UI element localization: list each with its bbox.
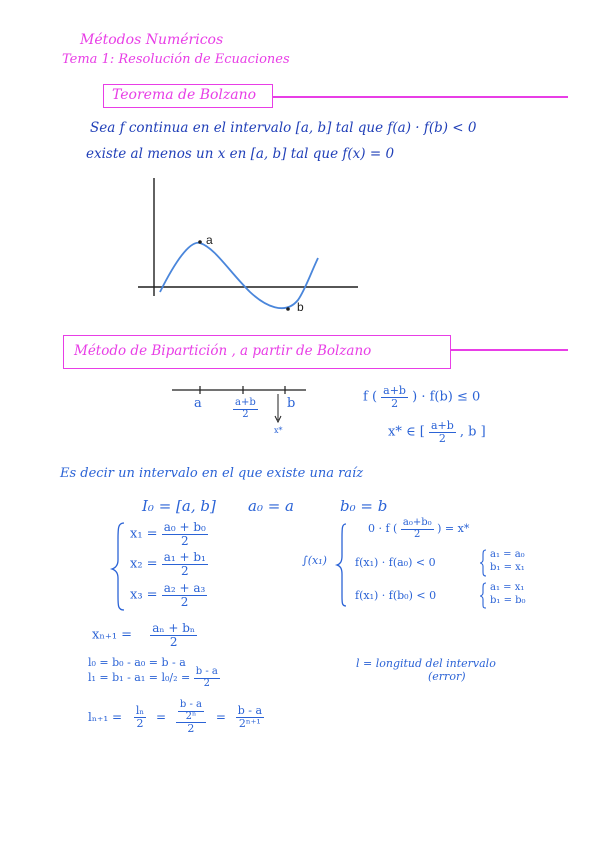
l1-num: b - a <box>195 666 218 677</box>
graph-point-b <box>286 307 290 311</box>
inclusion-expr <box>388 420 486 444</box>
incl-suffix: , b ] <box>459 424 486 440</box>
x1-lhs: x₁ = <box>130 526 158 542</box>
graph-label-b: b <box>297 300 304 314</box>
graph-label-a: a <box>206 233 213 247</box>
xn1-num: aₙ + bₙ <box>152 621 196 635</box>
bolzano-heading: Teorema de Bolzano <box>112 87 257 103</box>
sign-label: ∫(x₁) <box>302 554 327 567</box>
a0-def: a₀ = a <box>248 497 295 515</box>
case0-num: a₀+b₀ <box>402 517 432 528</box>
xstar-arrow-head <box>275 416 281 422</box>
x3-def <box>130 582 207 608</box>
bolzano-heading-rule <box>272 96 568 98</box>
case1-expr: f(x₁) · f(a₀) < 0 <box>355 556 436 569</box>
x2-def <box>130 551 208 577</box>
l1-def <box>88 667 220 689</box>
l1-den: 2 <box>203 677 210 689</box>
left-brace <box>112 523 124 610</box>
mid-num: a+b <box>235 397 256 408</box>
mid-den: 2 <box>242 408 249 420</box>
case2-expr: f(x₁) · f(b₀) < 0 <box>355 589 437 602</box>
l1-expr: l₁ = b₁ - a₁ = l₀/₂ = <box>88 671 191 684</box>
case1-result-b: b₁ = x₁ <box>490 562 525 573</box>
ln1-f3-num: b - a <box>237 704 263 718</box>
x1-def <box>130 521 208 547</box>
es-decir-text: Es decir un intervalo en el que existe una raíz <box>60 466 364 481</box>
biparticion-heading: Método de Bipartición , a partir de Bolzano <box>74 343 372 359</box>
x3-den: 2 <box>180 594 189 609</box>
case2-result-a: a₁ = x₁ <box>490 582 525 593</box>
numberline-label-xstar: x* <box>274 426 283 435</box>
bolzano-line1: Sea f continua en el intervalo [a, b] tal que f(a) · f(b) < 0 <box>90 120 477 136</box>
numberline-label-b: b <box>287 396 296 411</box>
case0-prefix: 0 · f ( <box>368 522 398 535</box>
x2-num: a₁ + b₁ <box>163 550 206 564</box>
ln1-f2-inner-den: 2ⁿ <box>185 710 197 722</box>
l-definition: l = longitud del intervalo <box>356 657 496 670</box>
incl-prefix: x* ∈ [ <box>388 424 425 440</box>
xn1-den: 2 <box>169 634 178 649</box>
bolzano-line2: existe al menos un x en [a, b] tal que f(x) = 0 <box>86 146 395 162</box>
ln1-f2-inner-num: b - a <box>179 699 202 710</box>
cond-suffix: ) · f(b) ≤ 0 <box>412 389 481 405</box>
graph-curve <box>160 243 318 308</box>
x2-lhs: x₂ = <box>130 556 158 572</box>
ln1-f1-num: lₙ <box>135 704 145 718</box>
condition-expr <box>363 385 480 409</box>
incl-num: a+b <box>430 419 454 432</box>
page-title: Métodos Numéricos <box>80 32 224 48</box>
graph-point-a <box>198 240 202 244</box>
incl-den: 2 <box>438 431 446 445</box>
case0-suffix: ) = x* <box>437 522 470 535</box>
xn1-lhs: xₙ₊₁ = <box>92 627 133 643</box>
case1-result-a: a₁ = a₀ <box>490 549 525 560</box>
cond-den: 2 <box>391 396 399 410</box>
numberline-label-a: a <box>194 396 202 411</box>
ln1-f3-den: 2ⁿ⁺¹ <box>238 716 261 730</box>
biparticion-heading-rule <box>450 349 568 351</box>
i0-def: I₀ = [a, b] <box>142 497 216 515</box>
ln1-f1-den: 2 <box>136 716 144 730</box>
numberline-label-mid <box>233 398 258 420</box>
b0-def: b₀ = b <box>340 497 388 515</box>
page-subtitle: Tema 1: Resolución de Ecuaciones <box>62 52 290 67</box>
x1-den: 2 <box>180 533 189 548</box>
x2-den: 2 <box>180 563 189 578</box>
cases-brace <box>337 524 346 606</box>
case2-brace <box>480 583 486 608</box>
case0-expr <box>368 518 469 540</box>
case1-brace <box>480 550 486 576</box>
x1-num: a₀ + b₀ <box>163 520 206 534</box>
ln1-lhs: lₙ₊₁ = <box>88 709 123 724</box>
xn1-def <box>92 622 197 648</box>
ln1-f2-den: 2 <box>187 722 195 735</box>
case0-den: 2 <box>414 528 421 540</box>
cond-num: a+b <box>383 384 406 397</box>
x3-num: a₂ + a₃ <box>163 581 206 595</box>
cond-prefix: f ( <box>363 389 378 405</box>
case2-result-b: b₁ = b₀ <box>490 595 526 606</box>
ln1-def: lₙ₊₁ = $\frac{\text{lₙ}}{2}$ = $\frac{\frac{b - a}{\text{2ⁿ}}}{2}$ = $\frac{b - a}{\text{2ⁿ⁺¹}}$ <box>88 699 263 735</box>
l-definition-error: (error) <box>428 670 466 683</box>
l0-def: l₀ = b₀ - a₀ = b - a <box>88 656 186 669</box>
x3-lhs: x₃ = <box>130 587 158 603</box>
